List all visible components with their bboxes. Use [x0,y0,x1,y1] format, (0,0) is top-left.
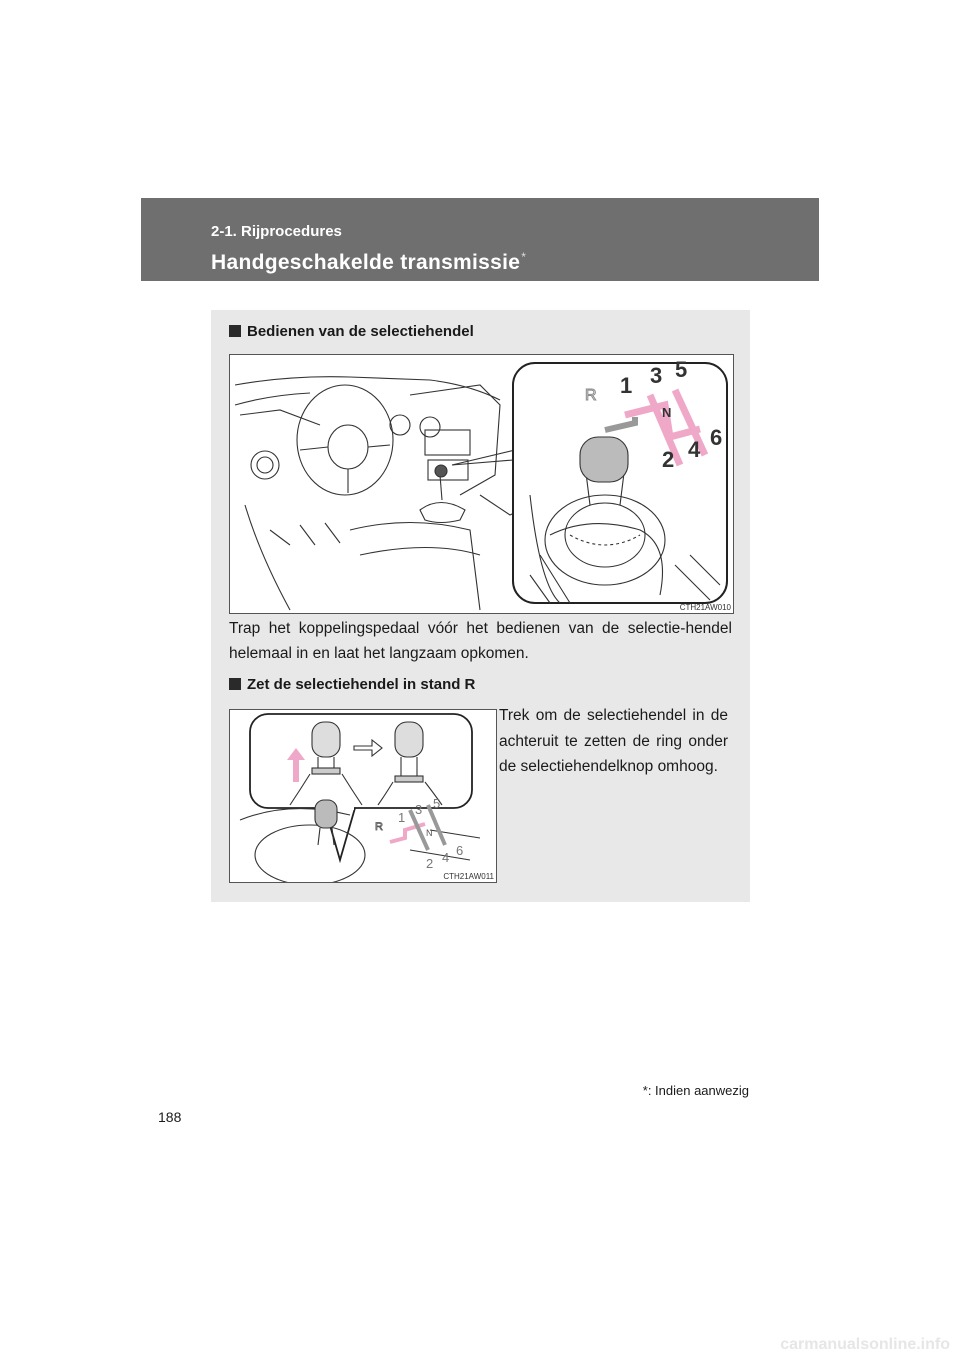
chapter-header [141,198,819,281]
bullet-square-icon [229,678,241,690]
svg-text:6: 6 [456,843,464,858]
gear-6: 6 [710,425,723,450]
paragraph-reverse-instruction: Trek om de selectiehendel in de achteruit te zetten de ring onder de selectiehendelknop omhoog. [499,707,728,775]
svg-text:1: 1 [398,810,406,825]
svg-text:4: 4 [442,850,450,865]
heading-shift-reverse [229,676,475,693]
gear-4: 4 [688,437,701,462]
figure-shift-lever-cabin [229,354,734,614]
svg-text:carmanualsonline.info: carmanualsonline.info [780,1336,950,1353]
page-title [211,250,526,275]
svg-text:3: 3 [415,802,423,817]
cabin-illustration [230,355,733,613]
figure1-code: CTH21AW010 [679,603,731,612]
page-number: 188 [158,1109,182,1125]
svg-text:R: R [375,821,383,833]
heading-operate-lever-text: Bedienen van de selectiehendel [247,323,474,340]
svg-text:5: 5 [433,796,441,811]
paragraph-clutch-instruction: Trap het koppelingspedaal vóór het bedienen van de selectie-hendel helemaal in en laat het langzaam opkomen. [229,620,732,662]
heading-operate-lever [229,323,474,340]
gear-5: 5 [675,357,688,382]
figure2-code: CTH21AW011 [443,872,494,881]
heading-shift-reverse-text: Zet de selectiehendel in stand R [247,676,476,693]
content-panel [211,310,750,902]
neutral-label: N [662,405,672,420]
gear-2: 2 [662,447,675,472]
title-asterisk: * [521,250,527,264]
footnote-text: : Indien aanwezig [647,1083,749,1098]
footnote-asterisk: * [642,1083,648,1098]
svg-text:N: N [426,828,433,838]
reverse-ring-illustration [230,710,496,882]
svg-text:2: 2 [426,856,434,871]
section-label: 2-1. Rijprocedures [211,223,342,240]
page-title-text: Handgeschakelde transmissie [211,251,521,274]
gear-3: 3 [650,363,663,388]
figure-reverse-ring [229,709,497,883]
bullet-square-icon [229,325,241,337]
reverse-label: R [585,387,597,404]
watermark-logo [732,1333,952,1355]
footnote [643,1083,749,1098]
gear-1: 1 [620,373,633,398]
